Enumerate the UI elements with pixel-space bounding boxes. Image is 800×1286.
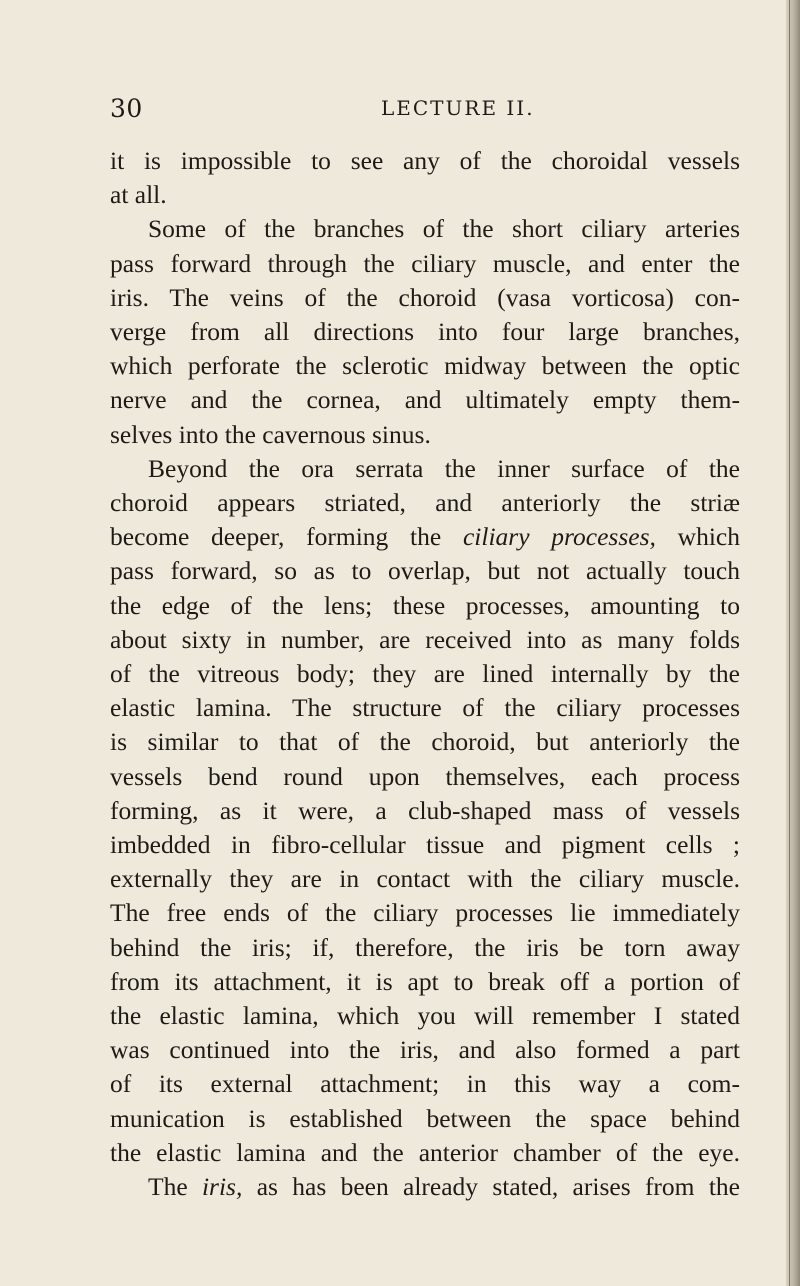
text-line: iris. The veins of the choroid (vasa vorticosa) con- (110, 282, 740, 312)
text-segment: as has been already stated, arises from the (242, 1172, 740, 1202)
text-segment: The (148, 1172, 202, 1202)
text-line: the elastic lamina and the anterior chamber of the eye. (110, 1137, 740, 1167)
paragraph-start-line (110, 1170, 740, 1204)
text-line: externally they are in contact with the ciliary muscle. (110, 864, 740, 894)
text-segment: become deeper, forming the (110, 522, 463, 552)
text-line: at all. (110, 180, 167, 210)
text-line: of its external attachment; in this way a com- (110, 1069, 740, 1099)
text-line: selves into the cavernous sinus. (110, 419, 431, 449)
text-line: behind the iris; if, therefore, the iris be torn away (110, 932, 740, 962)
text-line: choroid appears striated, and anteriorly the striæ (110, 488, 740, 518)
text-line: was continued into the iris, and also formed a part (110, 1035, 740, 1065)
text-line: the elastic lamina, which you will remember I stated (110, 1001, 740, 1031)
text-segment: which (655, 522, 740, 552)
text-line: of the vitreous body; they are lined internally by the (110, 659, 740, 689)
body-text (110, 144, 740, 1204)
text-line: The free ends of the ciliary processes lie immediately (110, 898, 740, 928)
text-line: nerve and the cornea, and ultimately empty them- (110, 385, 740, 415)
text-line: which perforate the sclerotic midway between the optic (110, 351, 740, 381)
text-line: is similar to that of the choroid, but anteriorly the (110, 727, 740, 757)
text-line: about sixty in number, are received into as many folds (110, 624, 740, 654)
text-line: the edge of the lens; these processes, amounting to (110, 590, 740, 620)
text-line: pass forward through the ciliary muscle, and enter the (110, 248, 740, 278)
text-line: pass forward, so as to overlap, but not actually touch (110, 556, 740, 586)
paragraph-start-line: Beyond the ora serrata the inner surface of the (148, 453, 740, 483)
text-line: imbedded in fibro-cellular tissue and pigment cells ; (110, 830, 740, 860)
paragraph-start-line: Some of the branches of the short ciliary arteries (148, 214, 740, 244)
page-edge-line (789, 0, 790, 1286)
text-line: munication is established between the space behind (110, 1103, 740, 1133)
text-line: verge from all directions into four large branches, (110, 317, 740, 347)
text-line: forming, as it were, a club-shaped mass of vessels (110, 795, 740, 825)
text-line: elastic lamina. The structure of the ciliary processes (110, 693, 740, 723)
text-line: it is impossible to see any of the choroidal vessels (110, 146, 740, 175)
page-header (110, 94, 740, 126)
text-line: vessels bend round upon themselves, each process (110, 761, 740, 791)
running-head: LECTURE II. (381, 96, 535, 120)
text-line (110, 520, 740, 554)
text-line: from its attachment, it is apt to break off a portion of (110, 966, 740, 996)
italic-term-iris: iris, (201, 1172, 243, 1202)
page-number: 30 (110, 94, 143, 123)
italic-term-ciliary-processes: ciliary processes, (462, 522, 656, 552)
